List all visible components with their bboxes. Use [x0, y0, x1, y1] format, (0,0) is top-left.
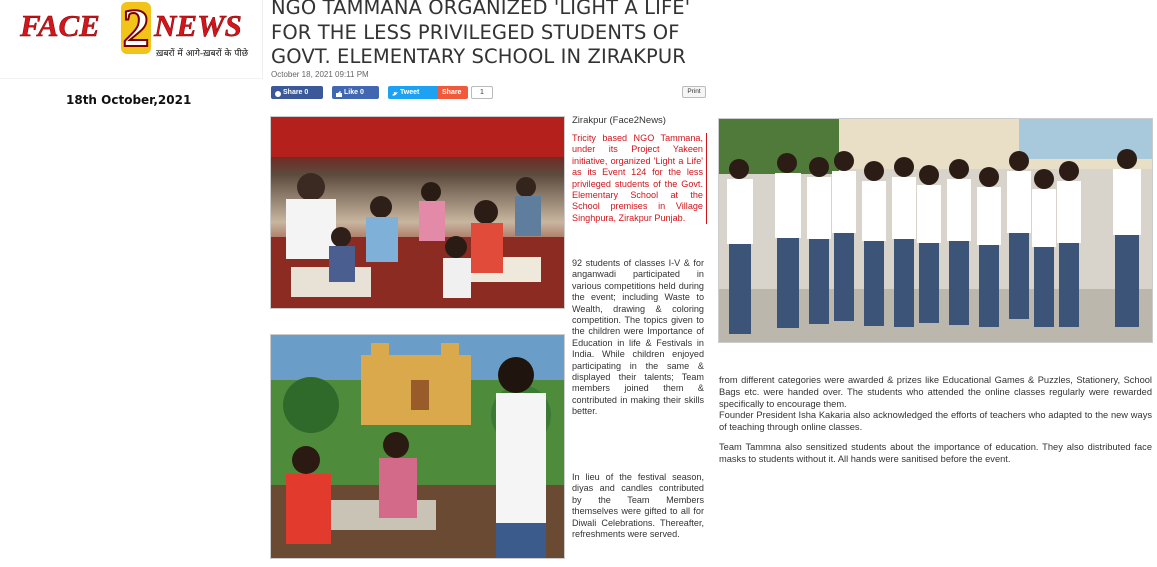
- article-paragraph: 92 students of classes I-V & for anganwadi participated in various competitions held during the event; including Waste to Wealth, drawing & coloring competition. The topics given to the children were Importance of Education in life & Festivals in India. While children enjoyed participating in the same & displayed their talents; Team members joined them & contributed in making their skills better.: [572, 258, 704, 417]
- share-label: Share: [442, 89, 462, 96]
- photo-children-drawing: [270, 116, 565, 309]
- tweet-button[interactable]: [388, 86, 438, 99]
- logo-text-two: 2: [122, 0, 150, 58]
- logo-text-news: NEWS: [154, 8, 242, 43]
- article-paragraph: Founder President Isha Kakaria also acknowledged the efforts of teachers who adapted to the new ways of teaching through online classes.: [719, 410, 1152, 433]
- photo-team-group-illustration: [719, 119, 1153, 343]
- article-dateline: Zirakpur (Face2News): [572, 115, 666, 126]
- thumbs-up-icon: [336, 89, 342, 95]
- side-date: 18th October,2021: [66, 93, 192, 107]
- facebook-share-button[interactable]: [271, 86, 323, 99]
- logo-tagline: ख़बरों में आगे-ख़बरों के पीछे: [156, 49, 249, 59]
- article-paragraph: Team Tammna also sensitized students about the importance of education. They also distributed face masks to students without it. All hands were sanitised before the event.: [719, 442, 1152, 465]
- logo-text-face: FACE: [20, 8, 100, 43]
- facebook-like-label: Like 0: [344, 89, 364, 96]
- facebook-share-label: Share 0: [283, 89, 309, 96]
- photo-girls-with-volunteer: [270, 334, 565, 559]
- article-paragraph: from different categories were awarded & prizes like Educational Games & Puzzles, Stationery, School Bags etc. were handed over. The students who attended the online classes regularly were rewarded specifically to encourage them.: [719, 375, 1152, 410]
- share-button[interactable]: [438, 86, 468, 99]
- print-button[interactable]: Print: [682, 86, 706, 98]
- photo-children-drawing-illustration: [271, 117, 565, 309]
- twitter-bird-icon: [392, 89, 398, 95]
- face2news-logo[interactable]: [18, 0, 263, 66]
- article-headline: NGO TAMMANA ORGANIZED 'LIGHT A LIFE' FOR THE LESS PRIVILEGED STUDENTS OF GOVT. ELEMENTARY SCHOOL IN ZIRAKPUR: [271, 0, 691, 68]
- facebook-like-button[interactable]: [332, 86, 379, 99]
- article-timestamp: October 18, 2021 09:11 PM: [271, 70, 369, 79]
- article-lead-paragraph: Tricity based NGO Tammana, under its Project Yakeen initiative, organized 'Light a Life' as its Event 124 for the less privileged students of the Govt. Elementary School at the School premises in Village Singhpura, Zirakpur Punjab.: [572, 133, 707, 224]
- photo-team-group: [718, 118, 1153, 343]
- photo-girls-with-volunteer-illustration: [271, 335, 565, 559]
- facebook-icon: [275, 89, 281, 95]
- tweet-label: Tweet: [400, 89, 420, 96]
- article-paragraph: In lieu of the festival season, diyas and candles contributed by the Team Members themselves were gifted to all for Diwali Celebrations. Thereafter, refreshments were served.: [572, 472, 704, 540]
- share-count: 1: [471, 86, 493, 99]
